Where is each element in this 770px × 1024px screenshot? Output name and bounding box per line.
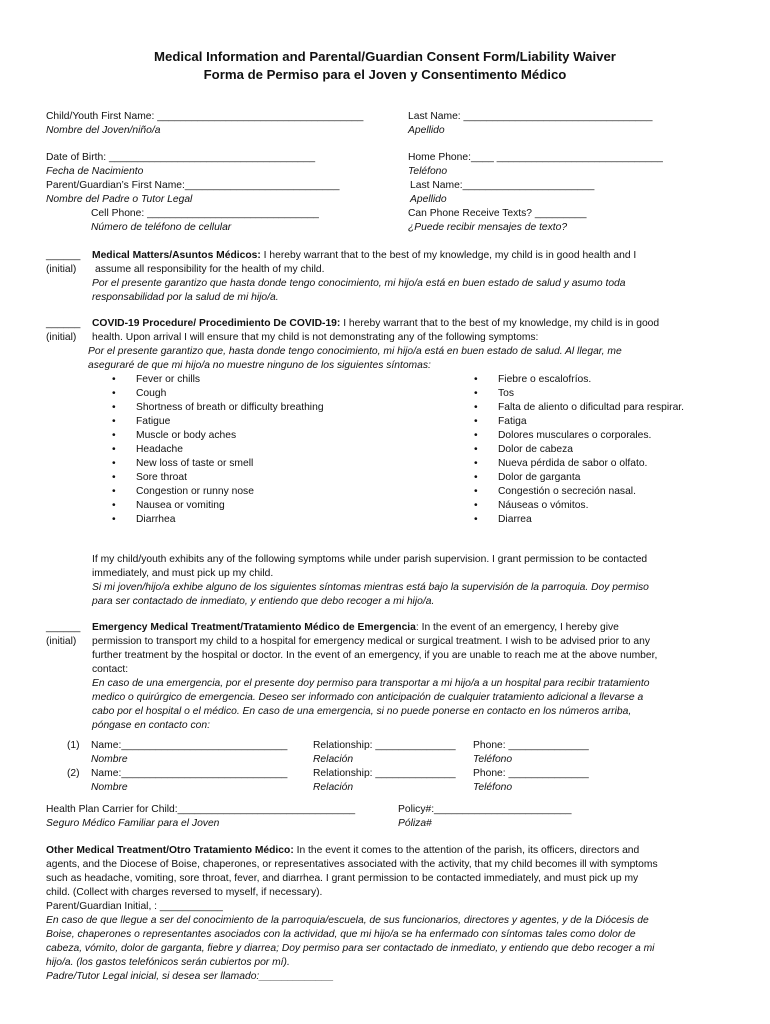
covid-after-text-2: immediately, and must pick up my child. [92, 568, 274, 579]
symptom-item: • Fatigue [136, 415, 170, 429]
home-phone-field[interactable]: Home Phone:____ _____________________________ [408, 152, 663, 163]
date-of-birth-label-es: Fecha de Nacimiento [46, 166, 144, 177]
symptom-item-es: • Diarrea [498, 513, 532, 527]
contact-2-number: (2) [67, 768, 80, 779]
contact-2-phone-label-es: Teléfono [473, 782, 513, 793]
symptom-item-es: • Dolor de garganta [498, 471, 580, 485]
contact-2-relationship-field[interactable]: Relationship: ______________ [313, 768, 456, 779]
cell-phone-field[interactable]: Cell Phone: ______________________________ [91, 208, 319, 219]
contact-1-relationship-field[interactable]: Relationship: ______________ [313, 740, 456, 751]
emergency-es-3: cabo por el hospital o el médico. En caso de una emergencia, si no puede ponerse en contacto en los números arriba, [92, 706, 632, 717]
parent-guardian-initial-es-field[interactable]: Padre/Tutor Legal inicial, si desea ser llamado:_____________ [46, 971, 334, 982]
contact-1-name-field[interactable]: Name:_____________________________ [91, 740, 288, 751]
symptom-item-es: • Dolor de cabeza [498, 443, 573, 457]
child-first-name-label-es: Nombre del Joven/niño/a [46, 125, 161, 136]
symptom-item: • Muscle or body aches [136, 429, 236, 443]
contact-2-name-field[interactable]: Name:_____________________________ [91, 768, 288, 779]
receive-texts-field[interactable]: Can Phone Receive Texts? _________ [408, 208, 587, 219]
contact-1-relationship-label-es: Relación [313, 754, 354, 765]
emergency-es-4: póngase en contacto con: [92, 720, 210, 731]
covid-after-es-2: para ser contactado de inmediato, y entiendo que debo recoger a mi hijo/a. [92, 596, 435, 607]
symptom-item: • Headache [136, 443, 183, 457]
health-plan-carrier-field[interactable]: Health Plan Carrier for Child:_______________________________ [46, 804, 356, 815]
contact-1-phone-label-es: Teléfono [473, 754, 513, 765]
parent-first-name-field[interactable]: Parent/Guardian’s First Name:___________________________ [46, 180, 340, 191]
symptom-item: • Diarrhea [136, 513, 176, 527]
emergency-initial-line[interactable]: ______ [46, 622, 81, 633]
other-treatment-text-1: In the event it comes to the attention of the parish, its officers, directors and [293, 845, 640, 856]
emergency-es-2: medico o quirúrgico de emergencia. Deseo ser informado con anticipación de cualquier tratamiento adicional a llevarse a [92, 692, 644, 703]
emergency-text-1: : In the event of an emergency, I hereby give [415, 622, 619, 633]
emergency-text-4: contact: [92, 664, 129, 675]
form-title-spanish: Forma de Permiso para el Joven y Consentimento Médico [203, 67, 567, 82]
symptom-item: • Shortness of breath or difficulty breathing [136, 401, 324, 415]
symptom-item: • Congestion or runny nose [136, 485, 254, 499]
health-plan-carrier-label-es: Seguro Médico Familiar para el Joven [46, 818, 220, 829]
child-first-name-field[interactable]: Child/Youth First Name: ____________________________________ [46, 111, 364, 122]
other-treatment-es-1: En caso de que llegue a ser del conocimiento de la parroquia/escuela, de sus funcionarios, directores y agentes, y de la Diócesis de [46, 915, 649, 926]
symptom-item: • Sore throat [136, 471, 187, 485]
emergency-es-1: En caso de una emergencia, por el presente doy permiso para transportar a mi hijo/a a un hospital para recibir tratamiento [92, 678, 650, 689]
other-treatment-text-3: such as headache, vomiting, sore throat, fever, and diarrhea. I grant permission to be contacted immediately, and must pick up my [46, 873, 639, 884]
other-treatment-es-3: cabeza, vómito, dolor de garganta, fiebre y diarrea; Doy permiso para ser contactado de inmediato, y entiendo que debo recoger a mi [46, 943, 655, 954]
contact-1-number: (1) [67, 740, 80, 751]
covid-initial-label: (initial) [46, 332, 77, 343]
medical-initial-line[interactable]: ______ [46, 250, 81, 261]
symptom-item-es: • Náuseas o vómitos. [498, 499, 588, 513]
medical-matters-text-1: I hereby warrant that to the best of my knowledge, my child is in good health and I [260, 250, 637, 261]
symptom-item-es: • Dolores musculares o corporales. [498, 429, 651, 443]
contact-2-phone-field[interactable]: Phone: ______________ [473, 768, 589, 779]
child-last-name-label-es: Apellido [408, 125, 445, 136]
cell-phone-label-es: Número de teléfono de cellular [91, 222, 232, 233]
medical-matters-text-2: assume all responsibility for the health of my child. [95, 264, 325, 275]
covid-text-2: health. Upon arrival I will ensure that my child is not demonstrating any of the following symptoms: [92, 332, 539, 343]
covid-after-es-1: Si mi joven/hijo/a exhibe alguno de los siguientes síntomas mientras está bajo la supervisión de la parroquia. Doy permiso [92, 582, 649, 593]
covid-es-1: Por el presente garantizo que, hasta donde tengo conocimiento, mi hijo/a está en buen estado de salud. Al llegar, me [88, 346, 622, 357]
other-treatment-heading: Other Medical Treatment/Otro Tratamiento Médico: [46, 845, 294, 856]
other-treatment-es-2: Boise, chaperones o representantes asociados con la actividad, que mi hijo/a se ha enfermado con síntomas tales como dolor de [46, 929, 636, 940]
covid-after-text-1: If my child/youth exhibits any of the following symptoms while under parish supervision. I grant permission to be contacted [92, 554, 648, 565]
medical-matters-heading: Medical Matters/Asuntos Médicos: [92, 250, 261, 261]
policy-number-label-es: Póliza# [398, 818, 432, 829]
emergency-heading: Emergency Medical Treatment/Tratamiento Médico de Emergencia [92, 622, 416, 633]
emergency-paragraph [92, 621, 619, 635]
contact-1-phone-field[interactable]: Phone: ______________ [473, 740, 589, 751]
symptom-item: • Fever or chills [136, 373, 200, 387]
symptom-item: • Cough [136, 387, 166, 401]
other-treatment-es-4: hijo/a. (los gastos telefónicos serán cubiertos por mí). [46, 957, 290, 968]
symptom-item-es: • Fiebre o escalofríos. [498, 373, 591, 387]
symptom-item: • New loss of taste or smell [136, 457, 253, 471]
symptom-item-es: • Congestión o secreción nasal. [498, 485, 636, 499]
medical-matters-es-1: Por el presente garantizo que hasta donde tengo conocimiento, mi hijo/a está en buen estado de salud y asumo toda [92, 278, 626, 289]
contact-2-relationship-label-es: Relación [313, 782, 354, 793]
covid-text-1: I hereby warrant that to the best of my knowledge, my child is in good [340, 318, 660, 329]
contact-1-name-label-es: Nombre [91, 754, 128, 765]
emergency-text-3: further treatment by the hospital or doctor. In the event of an emergency, if you are unable to reach me at the above number, [92, 650, 658, 661]
covid-heading: COVID-19 Procedure/ Procedimiento De COVID-19: [92, 318, 341, 329]
parent-last-name-field[interactable]: Last Name:_______________________ [410, 180, 595, 191]
policy-number-field[interactable]: Policy#:________________________ [398, 804, 572, 815]
symptom-item-es: • Nueva pérdida de sabor o olfato. [498, 457, 647, 471]
form-title-english: Medical Information and Parental/Guardian Consent Form/Liability Waiver [154, 49, 616, 64]
date-of-birth-field[interactable]: Date of Birth: ____________________________________ [46, 152, 316, 163]
covid-es-2: aseguraré de que mi hijo/a no muestre ninguno de los siguientes síntomas: [88, 360, 431, 371]
medical-matters-paragraph [92, 249, 636, 263]
symptom-item-es: • Falta de aliento o dificultad para respirar. [498, 401, 684, 415]
parent-guardian-initial-field[interactable]: Parent/Guardian Initial, : ___________ [46, 901, 223, 912]
covid-paragraph [92, 317, 659, 331]
other-treatment-text-4: child. (Collect with charges reversed to myself, if necessary). [46, 887, 323, 898]
medical-initial-label: (initial) [46, 264, 77, 275]
medical-matters-es-2: responsabilidad por la salud de mi hijo/a. [92, 292, 279, 303]
child-last-name-field[interactable]: Last Name: _________________________________ [408, 111, 653, 122]
symptom-item-es: • Fatiga [498, 415, 527, 429]
symptom-item: • Nausea or vomiting [136, 499, 225, 513]
covid-initial-line[interactable]: ______ [46, 318, 81, 329]
emergency-initial-label: (initial) [46, 636, 77, 647]
other-treatment-paragraph [46, 844, 639, 858]
other-treatment-text-2: agents, and the Diocese of Boise, chaperones, or representatives associated with the activity, that my child becomes ill with symptoms [46, 859, 658, 870]
parent-last-name-label-es: Apellido [410, 194, 447, 205]
emergency-text-2: permission to transport my child to a hospital for emergency medical or surgical treatment. I wish to be advised prior to any [92, 636, 650, 647]
contact-2-name-label-es: Nombre [91, 782, 128, 793]
home-phone-label-es: Teléfono [408, 166, 448, 177]
parent-first-name-label-es: Nombre del Padre o Tutor Legal [46, 194, 193, 205]
receive-texts-label-es: ¿Puede recibir mensajes de texto? [408, 222, 568, 233]
symptom-item-es: • Tos [498, 387, 514, 401]
